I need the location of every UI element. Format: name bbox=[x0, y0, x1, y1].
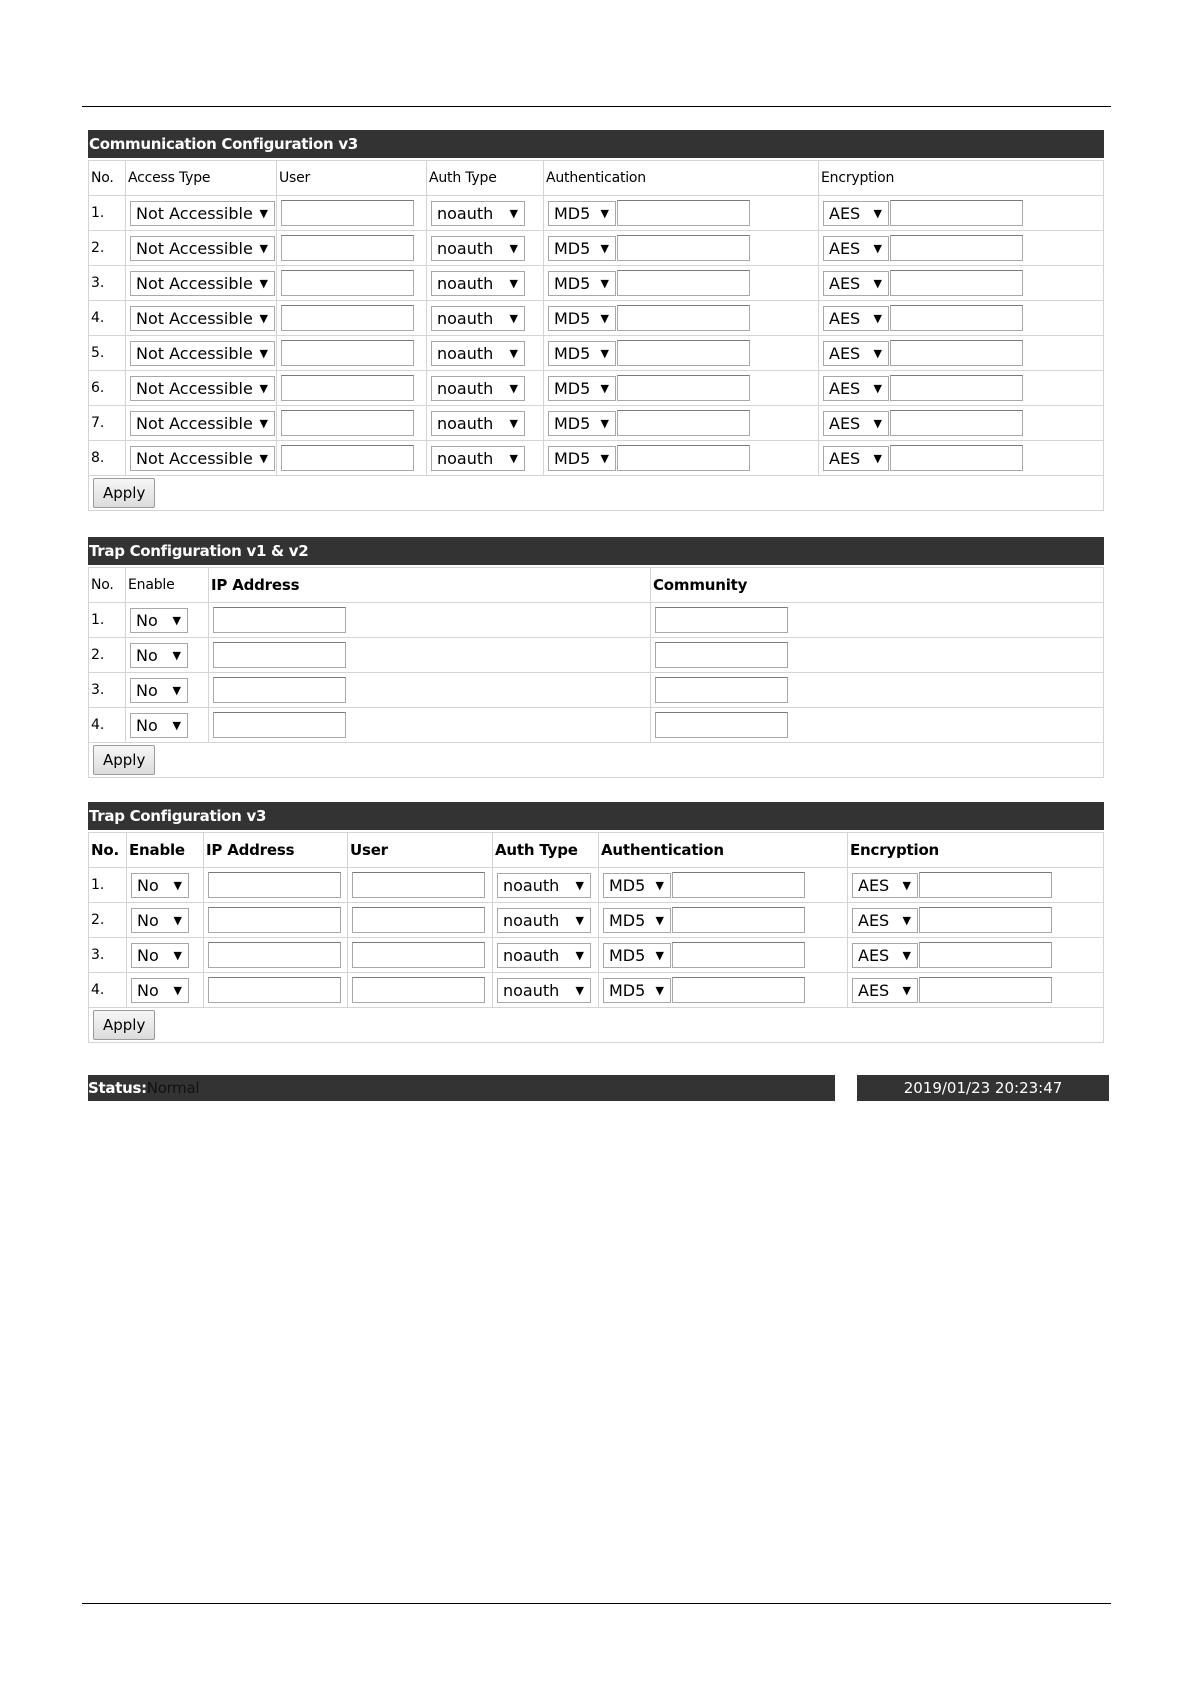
trap-v1v2-table bbox=[88, 567, 1104, 778]
auth-type-select[interactable] bbox=[431, 236, 525, 261]
table-row bbox=[89, 406, 1104, 441]
access-type-select[interactable] bbox=[130, 201, 275, 226]
trap-v1v2-title: Trap Configuration v1 & v2 bbox=[88, 537, 1104, 565]
enc-key-input[interactable] bbox=[890, 270, 1023, 296]
auth-type-select-value: noauth bbox=[437, 343, 494, 363]
col-header-enable: Enable bbox=[127, 833, 204, 868]
enc-method-select[interactable] bbox=[823, 201, 889, 226]
access-type-select-value: Not Accessible bbox=[136, 378, 253, 398]
enc-key-input[interactable] bbox=[919, 872, 1052, 898]
ip-address-input[interactable] bbox=[213, 607, 346, 633]
chevron-down-icon: ▼ bbox=[259, 346, 268, 360]
enc-method-select-value: AES bbox=[858, 945, 890, 965]
enable-select[interactable] bbox=[131, 943, 189, 968]
access-type-select[interactable] bbox=[130, 236, 275, 261]
auth-key-input[interactable] bbox=[672, 872, 805, 898]
enable-select-value: No bbox=[137, 945, 159, 965]
ip-address-input[interactable] bbox=[213, 677, 346, 703]
trap-v3-title: Trap Configuration v3 bbox=[88, 802, 1104, 830]
trap-v3-table bbox=[88, 832, 1104, 1043]
auth-method-select[interactable] bbox=[603, 908, 671, 933]
auth-type-select[interactable] bbox=[497, 873, 591, 898]
chevron-down-icon: ▼ bbox=[259, 241, 268, 255]
enable-select-value: No bbox=[137, 980, 159, 1000]
enable-select[interactable] bbox=[130, 643, 188, 668]
auth-method-select-value: MD5 bbox=[609, 910, 646, 930]
auth-type-select-value: noauth bbox=[503, 875, 560, 895]
access-type-select-value: Not Accessible bbox=[136, 238, 253, 258]
enc-key-input[interactable] bbox=[919, 907, 1052, 933]
auth-type-select-value: noauth bbox=[437, 308, 494, 328]
table-row bbox=[89, 301, 1104, 336]
ip-address-input[interactable] bbox=[208, 907, 341, 933]
access-type-select-value: Not Accessible bbox=[136, 308, 253, 328]
enc-method-select-value: AES bbox=[829, 203, 861, 223]
chevron-down-icon: ▼ bbox=[172, 648, 181, 662]
row-number: 7. bbox=[89, 406, 126, 441]
table-row bbox=[89, 196, 1104, 231]
auth-type-select[interactable] bbox=[431, 201, 525, 226]
enc-key-input[interactable] bbox=[919, 942, 1052, 968]
chevron-down-icon: ▼ bbox=[173, 983, 182, 997]
row-number: 1. bbox=[89, 196, 126, 231]
row-number: 4. bbox=[89, 973, 127, 1008]
auth-method-select-value: MD5 bbox=[554, 203, 591, 223]
enable-select-value: No bbox=[136, 680, 158, 700]
chevron-down-icon: ▼ bbox=[902, 983, 911, 997]
access-type-select-value: Not Accessible bbox=[136, 343, 253, 363]
trap-v1v2-apply-button[interactable]: Apply bbox=[93, 745, 155, 775]
auth-method-select[interactable] bbox=[548, 236, 616, 261]
chevron-down-icon: ▼ bbox=[902, 948, 911, 962]
access-type-select[interactable] bbox=[130, 271, 275, 296]
row-number: 3. bbox=[89, 938, 127, 973]
auth-method-select-value: MD5 bbox=[609, 980, 646, 1000]
ip-address-input[interactable] bbox=[208, 977, 341, 1003]
access-type-select[interactable] bbox=[130, 411, 275, 436]
auth-method-select[interactable] bbox=[548, 271, 616, 296]
table-row bbox=[89, 638, 1104, 673]
auth-key-input[interactable] bbox=[672, 977, 805, 1003]
row-number: 1. bbox=[89, 868, 127, 903]
status-bar bbox=[88, 1075, 835, 1101]
chevron-down-icon: ▼ bbox=[873, 381, 882, 395]
table-row bbox=[89, 673, 1104, 708]
table-row bbox=[89, 903, 1104, 938]
access-type-select[interactable] bbox=[130, 446, 275, 471]
enc-method-select[interactable] bbox=[852, 943, 918, 968]
auth-key-input[interactable] bbox=[617, 270, 750, 296]
chevron-down-icon: ▼ bbox=[873, 346, 882, 360]
access-type-select[interactable] bbox=[130, 341, 275, 366]
auth-type-select-value: noauth bbox=[437, 273, 494, 293]
auth-type-select[interactable] bbox=[431, 341, 525, 366]
enc-method-select[interactable] bbox=[823, 446, 889, 471]
row-number: 2. bbox=[89, 231, 126, 266]
auth-type-select[interactable] bbox=[431, 271, 525, 296]
chevron-down-icon: ▼ bbox=[873, 416, 882, 430]
chevron-down-icon: ▼ bbox=[655, 948, 664, 962]
auth-type-select[interactable] bbox=[497, 908, 591, 933]
chevron-down-icon: ▼ bbox=[509, 276, 518, 290]
enc-method-select[interactable] bbox=[823, 271, 889, 296]
enc-method-select-value: AES bbox=[829, 378, 861, 398]
auth-method-select[interactable] bbox=[603, 873, 671, 898]
auth-key-input[interactable] bbox=[617, 375, 750, 401]
chevron-down-icon: ▼ bbox=[600, 311, 609, 325]
col-header-ip-address: IP Address bbox=[204, 833, 348, 868]
table-row bbox=[89, 603, 1104, 638]
col-header-encryption: Encryption bbox=[819, 161, 1104, 196]
user-input[interactable] bbox=[352, 977, 485, 1003]
auth-type-select[interactable] bbox=[431, 306, 525, 331]
chevron-down-icon: ▼ bbox=[873, 311, 882, 325]
row-number: 3. bbox=[89, 266, 126, 301]
enc-method-select[interactable] bbox=[852, 978, 918, 1003]
access-type-select[interactable] bbox=[130, 376, 275, 401]
enable-select[interactable] bbox=[130, 678, 188, 703]
chevron-down-icon: ▼ bbox=[655, 913, 664, 927]
user-input[interactable] bbox=[281, 410, 414, 436]
user-input[interactable] bbox=[352, 872, 485, 898]
chevron-down-icon: ▼ bbox=[259, 451, 268, 465]
auth-type-select-value: noauth bbox=[503, 980, 560, 1000]
chevron-down-icon: ▼ bbox=[259, 416, 268, 430]
col-header-user: User bbox=[277, 161, 427, 196]
col-header-auth-type: Auth Type bbox=[493, 833, 599, 868]
enc-method-select-value: AES bbox=[858, 875, 890, 895]
auth-method-select-value: MD5 bbox=[554, 448, 591, 468]
ip-address-input[interactable] bbox=[208, 872, 341, 898]
chevron-down-icon: ▼ bbox=[600, 346, 609, 360]
chevron-down-icon: ▼ bbox=[509, 311, 518, 325]
chevron-down-icon: ▼ bbox=[655, 983, 664, 997]
enable-select[interactable] bbox=[131, 978, 189, 1003]
col-header-ip-address: IP Address bbox=[209, 568, 651, 603]
trap-v3-apply-row bbox=[89, 1008, 1104, 1043]
chevron-down-icon: ▼ bbox=[172, 718, 181, 732]
auth-key-input[interactable] bbox=[617, 445, 750, 471]
auth-method-select-value: MD5 bbox=[554, 413, 591, 433]
row-number: 5. bbox=[89, 336, 126, 371]
auth-method-select-value: MD5 bbox=[609, 875, 646, 895]
comm-v3-header-row bbox=[89, 161, 1104, 196]
row-number: 8. bbox=[89, 441, 126, 476]
auth-method-select-value: MD5 bbox=[554, 378, 591, 398]
chevron-down-icon: ▼ bbox=[509, 241, 518, 255]
row-number: 3. bbox=[89, 673, 126, 708]
auth-type-select[interactable] bbox=[431, 411, 525, 436]
chevron-down-icon: ▼ bbox=[600, 276, 609, 290]
chevron-down-icon: ▼ bbox=[873, 241, 882, 255]
enc-method-select-value: AES bbox=[829, 413, 861, 433]
enc-method-select[interactable] bbox=[852, 908, 918, 933]
auth-type-select-value: noauth bbox=[437, 203, 494, 223]
enc-method-select-value: AES bbox=[829, 448, 861, 468]
community-input[interactable] bbox=[655, 712, 788, 738]
auth-type-select-value: noauth bbox=[437, 413, 494, 433]
chevron-down-icon: ▼ bbox=[259, 206, 268, 220]
comm-v3-title: Communication Configuration v3 bbox=[88, 130, 1104, 158]
user-input[interactable] bbox=[281, 235, 414, 261]
enc-key-input[interactable] bbox=[890, 235, 1023, 261]
auth-type-select-value: noauth bbox=[437, 378, 494, 398]
enc-key-input[interactable] bbox=[890, 200, 1023, 226]
auth-method-select[interactable] bbox=[548, 376, 616, 401]
auth-type-select-value: noauth bbox=[503, 910, 560, 930]
enable-select-value: No bbox=[137, 875, 159, 895]
table-row bbox=[89, 868, 1104, 903]
trap-v1v2-panel bbox=[88, 537, 1104, 778]
timestamp-bar bbox=[857, 1075, 1109, 1101]
auth-method-select[interactable] bbox=[603, 943, 671, 968]
chevron-down-icon: ▼ bbox=[902, 913, 911, 927]
comm-v3-apply-row bbox=[89, 476, 1104, 511]
chevron-down-icon: ▼ bbox=[575, 983, 584, 997]
user-input[interactable] bbox=[281, 200, 414, 226]
trap-v1v2-header-row bbox=[89, 568, 1104, 603]
ip-address-input[interactable] bbox=[208, 942, 341, 968]
user-input[interactable] bbox=[352, 907, 485, 933]
user-input[interactable] bbox=[281, 375, 414, 401]
auth-key-input[interactable] bbox=[617, 340, 750, 366]
auth-key-input[interactable] bbox=[617, 305, 750, 331]
auth-type-select[interactable] bbox=[431, 446, 525, 471]
auth-method-select[interactable] bbox=[603, 978, 671, 1003]
table-row bbox=[89, 266, 1104, 301]
auth-method-select-value: MD5 bbox=[554, 308, 591, 328]
enc-method-select[interactable] bbox=[823, 411, 889, 436]
chevron-down-icon: ▼ bbox=[873, 206, 882, 220]
status-label: Status: bbox=[88, 1079, 147, 1097]
access-type-select-value: Not Accessible bbox=[136, 273, 253, 293]
col-header-no: No. bbox=[89, 161, 126, 196]
enc-key-input[interactable] bbox=[890, 445, 1023, 471]
enc-method-select[interactable] bbox=[823, 341, 889, 366]
chevron-down-icon: ▼ bbox=[575, 913, 584, 927]
auth-type-select-value: noauth bbox=[503, 945, 560, 965]
auth-type-select[interactable] bbox=[497, 943, 591, 968]
enable-select[interactable] bbox=[130, 713, 188, 738]
trap-v3-apply-button[interactable]: Apply bbox=[93, 1010, 155, 1040]
enc-method-select-value: AES bbox=[829, 308, 861, 328]
auth-method-select-value: MD5 bbox=[554, 238, 591, 258]
top-rule bbox=[82, 106, 1111, 107]
trap-v3-panel bbox=[88, 802, 1104, 1043]
auth-key-input[interactable] bbox=[672, 907, 805, 933]
col-header-encryption: Encryption bbox=[848, 833, 1104, 868]
bottom-rule bbox=[82, 1603, 1111, 1604]
enc-key-input[interactable] bbox=[890, 340, 1023, 366]
col-header-user: User bbox=[348, 833, 493, 868]
auth-method-select-value: MD5 bbox=[554, 343, 591, 363]
chevron-down-icon: ▼ bbox=[655, 878, 664, 892]
enc-method-select[interactable] bbox=[823, 306, 889, 331]
access-type-select-value: Not Accessible bbox=[136, 203, 253, 223]
chevron-down-icon: ▼ bbox=[259, 381, 268, 395]
user-input[interactable] bbox=[281, 445, 414, 471]
chevron-down-icon: ▼ bbox=[259, 311, 268, 325]
chevron-down-icon: ▼ bbox=[600, 206, 609, 220]
table-row bbox=[89, 231, 1104, 266]
auth-type-select[interactable] bbox=[497, 978, 591, 1003]
enc-method-select[interactable] bbox=[823, 236, 889, 261]
row-number: 2. bbox=[89, 903, 127, 938]
row-number: 4. bbox=[89, 301, 126, 336]
col-header-community: Community bbox=[651, 568, 1104, 603]
user-input[interactable] bbox=[281, 270, 414, 296]
access-type-select[interactable] bbox=[130, 306, 275, 331]
enable-select-value: No bbox=[136, 715, 158, 735]
chevron-down-icon: ▼ bbox=[902, 878, 911, 892]
row-number: 1. bbox=[89, 603, 126, 638]
chevron-down-icon: ▼ bbox=[509, 451, 518, 465]
row-number: 6. bbox=[89, 371, 126, 406]
access-type-select-value: Not Accessible bbox=[136, 448, 253, 468]
enc-method-select-value: AES bbox=[829, 238, 861, 258]
enc-method-select-value: AES bbox=[829, 343, 861, 363]
chevron-down-icon: ▼ bbox=[600, 451, 609, 465]
chevron-down-icon: ▼ bbox=[173, 913, 182, 927]
enc-method-select[interactable] bbox=[823, 376, 889, 401]
ip-address-input[interactable] bbox=[213, 712, 346, 738]
enc-method-select[interactable] bbox=[852, 873, 918, 898]
timestamp: 2019/01/23 20:23:47 bbox=[903, 1079, 1063, 1097]
chevron-down-icon: ▼ bbox=[600, 416, 609, 430]
table-row bbox=[89, 708, 1104, 743]
col-header-no: No. bbox=[89, 568, 126, 603]
community-input[interactable] bbox=[655, 677, 788, 703]
chevron-down-icon: ▼ bbox=[575, 878, 584, 892]
col-header-auth-type: Auth Type bbox=[427, 161, 544, 196]
enc-key-input[interactable] bbox=[890, 305, 1023, 331]
community-input[interactable] bbox=[655, 642, 788, 668]
auth-method-select[interactable] bbox=[548, 341, 616, 366]
trap-v1v2-apply-row bbox=[89, 743, 1104, 778]
ip-address-input[interactable] bbox=[213, 642, 346, 668]
chevron-down-icon: ▼ bbox=[873, 451, 882, 465]
chevron-down-icon: ▼ bbox=[173, 948, 182, 962]
comm-v3-panel bbox=[88, 130, 1104, 511]
auth-method-select[interactable] bbox=[548, 446, 616, 471]
table-row bbox=[89, 371, 1104, 406]
comm-v3-table bbox=[88, 160, 1104, 511]
chevron-down-icon: ▼ bbox=[172, 683, 181, 697]
user-input[interactable] bbox=[352, 942, 485, 968]
auth-method-select-value: MD5 bbox=[554, 273, 591, 293]
community-input[interactable] bbox=[655, 607, 788, 633]
chevron-down-icon: ▼ bbox=[173, 878, 182, 892]
status-value: Normal bbox=[146, 1079, 200, 1097]
trap-v3-header-row bbox=[89, 833, 1104, 868]
chevron-down-icon: ▼ bbox=[873, 276, 882, 290]
col-header-enable: Enable bbox=[126, 568, 209, 603]
chevron-down-icon: ▼ bbox=[600, 381, 609, 395]
auth-type-select-value: noauth bbox=[437, 238, 494, 258]
auth-method-select[interactable] bbox=[548, 411, 616, 436]
chevron-down-icon: ▼ bbox=[172, 613, 181, 627]
user-input[interactable] bbox=[281, 305, 414, 331]
auth-key-input[interactable] bbox=[617, 410, 750, 436]
chevron-down-icon: ▼ bbox=[509, 346, 518, 360]
enable-select-value: No bbox=[137, 910, 159, 930]
col-header-access-type: Access Type bbox=[126, 161, 277, 196]
col-header-authentication: Authentication bbox=[544, 161, 819, 196]
enc-key-input[interactable] bbox=[890, 410, 1023, 436]
auth-method-select-value: MD5 bbox=[609, 945, 646, 965]
enc-method-select-value: AES bbox=[858, 910, 890, 930]
chevron-down-icon: ▼ bbox=[509, 381, 518, 395]
auth-type-select-value: noauth bbox=[437, 448, 494, 468]
auth-method-select[interactable] bbox=[548, 201, 616, 226]
auth-key-input[interactable] bbox=[617, 200, 750, 226]
table-row bbox=[89, 938, 1104, 973]
user-input[interactable] bbox=[281, 340, 414, 366]
table-row bbox=[89, 973, 1104, 1008]
col-header-authentication: Authentication bbox=[599, 833, 848, 868]
chevron-down-icon: ▼ bbox=[575, 948, 584, 962]
row-number: 4. bbox=[89, 708, 126, 743]
chevron-down-icon: ▼ bbox=[600, 241, 609, 255]
chevron-down-icon: ▼ bbox=[509, 206, 518, 220]
enable-select-value: No bbox=[136, 645, 158, 665]
chevron-down-icon: ▼ bbox=[259, 276, 268, 290]
col-header-no: No. bbox=[89, 833, 127, 868]
enc-method-select-value: AES bbox=[858, 980, 890, 1000]
chevron-down-icon: ▼ bbox=[509, 416, 518, 430]
auth-method-select[interactable] bbox=[548, 306, 616, 331]
enable-select[interactable] bbox=[131, 873, 189, 898]
auth-key-input[interactable] bbox=[672, 942, 805, 968]
enc-method-select-value: AES bbox=[829, 273, 861, 293]
auth-type-select[interactable] bbox=[431, 376, 525, 401]
access-type-select-value: Not Accessible bbox=[136, 413, 253, 433]
auth-key-input[interactable] bbox=[617, 235, 750, 261]
enc-key-input[interactable] bbox=[890, 375, 1023, 401]
enable-select[interactable] bbox=[131, 908, 189, 933]
table-row bbox=[89, 336, 1104, 371]
enable-select-value: No bbox=[136, 610, 158, 630]
enc-key-input[interactable] bbox=[919, 977, 1052, 1003]
row-number: 2. bbox=[89, 638, 126, 673]
enable-select[interactable] bbox=[130, 608, 188, 633]
table-row bbox=[89, 441, 1104, 476]
comm-v3-apply-button[interactable]: Apply bbox=[93, 478, 155, 508]
